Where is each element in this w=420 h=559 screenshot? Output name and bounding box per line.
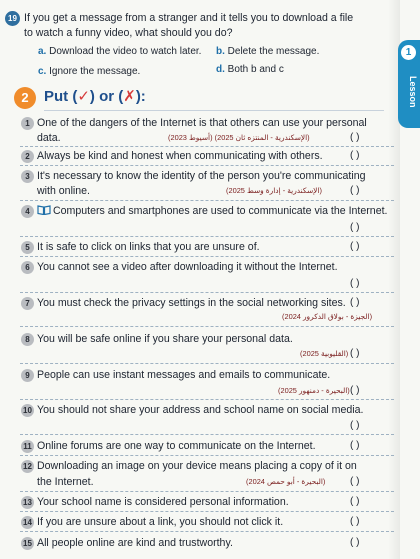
item-10-answer-blank[interactable]: ( ) <box>350 420 360 431</box>
item-1-text-line-1: One of the dangers of the Internet is that others can use your personal <box>37 117 367 129</box>
item-6-text: You cannot see a video after downloading it without the Internet. <box>37 261 338 273</box>
item-7-answer-blank[interactable]: ( ) <box>350 297 360 308</box>
option-c: c. Ignore the message. <box>38 66 141 77</box>
item-11-text: Online forums are one way to communicate on the Internet. <box>37 440 316 452</box>
item-7-number: 7 <box>21 297 34 310</box>
item-separator <box>20 491 394 492</box>
item-separator <box>20 146 394 147</box>
item-4-answer-blank[interactable]: ( ) <box>350 222 360 233</box>
item-1-source: (الإسكندرية - المنتزه ثان 2025) (أسيوط 2023) <box>168 133 310 142</box>
item-5-answer-blank[interactable]: ( ) <box>350 241 360 252</box>
item-8-text: You will be safe online if you share your personal data. <box>37 333 293 345</box>
item-12-number: 12 <box>21 460 34 473</box>
item-3-source: (الإسكندرية - إدارة وسط 2025) <box>226 186 322 195</box>
item-12-source: (البحيرة - أبو حمص 2024) <box>246 477 326 486</box>
item-separator <box>20 165 394 166</box>
lesson-label: Lesson <box>408 76 418 108</box>
option-d: d. Both b and c <box>216 64 284 75</box>
item-separator <box>20 363 394 364</box>
item-5-number: 5 <box>21 241 34 254</box>
item-13-answer-blank[interactable]: ( ) <box>350 496 360 507</box>
item-4-number: 4 <box>21 205 34 218</box>
check-mark-icon: ✓ <box>77 88 90 105</box>
question-19-line-2: to watch a funny video, what should you do? <box>24 27 233 39</box>
item-9-source: (البحيرة - دمنهور 2025) <box>278 386 350 395</box>
option-b: b. Delete the message. <box>216 46 320 57</box>
item-11-number: 11 <box>21 440 34 453</box>
item-12-text-line-1: Downloading an image on your device means placing a copy of it on <box>37 460 357 472</box>
item-5-text: It is safe to click on links that you are unsure of. <box>37 241 260 253</box>
item-15-number: 15 <box>21 537 34 550</box>
item-1-answer-blank[interactable]: ( ) <box>350 132 360 143</box>
item-8-number: 8 <box>21 333 34 346</box>
question-19-line-1: If you get a message from a stranger and it tells you to download a file <box>24 12 354 24</box>
item-separator <box>20 455 394 456</box>
item-3-text-line-2: with online. <box>37 185 90 197</box>
item-7-source: (الجيزة - بولاق الدكرور 2024) <box>282 312 373 321</box>
item-6-answer-blank[interactable]: ( ) <box>350 278 360 289</box>
section-number: 2 <box>14 87 36 109</box>
lesson-number: 1 <box>401 45 416 60</box>
item-2-answer-blank[interactable]: ( ) <box>350 150 360 161</box>
item-14-text: If you are unsure about a link, you should not click it. <box>37 516 284 528</box>
cross-mark-icon: ✗ <box>123 88 136 105</box>
item-9-number: 9 <box>21 369 34 382</box>
item-3-number: 3 <box>21 170 34 183</box>
item-separator <box>20 399 394 400</box>
item-7-text: You must check the privacy settings in the social networking sites. <box>37 297 346 309</box>
item-9-answer-blank[interactable]: ( ) <box>350 385 360 396</box>
item-14-answer-blank[interactable]: ( ) <box>350 516 360 527</box>
item-separator <box>20 531 394 532</box>
item-separator <box>20 236 394 237</box>
item-1-number: 1 <box>21 117 34 130</box>
item-10-number: 10 <box>21 404 34 417</box>
book-icon <box>37 205 51 215</box>
item-6-number: 6 <box>21 261 34 274</box>
item-2-text: Always be kind and honest when communicating with others. <box>37 150 323 162</box>
item-separator <box>20 434 394 435</box>
item-2-number: 2 <box>21 150 34 163</box>
item-13-text: Your school name is considered personal information. <box>37 496 289 508</box>
item-3-answer-blank[interactable]: ( ) <box>350 185 360 196</box>
option-a: a. Download the video to watch later. <box>38 46 202 57</box>
item-separator <box>20 256 394 257</box>
item-separator <box>20 326 394 327</box>
item-15-answer-blank[interactable]: ( ) <box>350 537 360 548</box>
item-separator <box>20 292 394 293</box>
item-3-text-line-1: It's necessary to know the identity of the person you're communicating <box>37 170 366 182</box>
item-8-source: (القليوبية 2025) <box>300 349 349 358</box>
item-11-answer-blank[interactable]: ( ) <box>350 440 360 451</box>
section-divider <box>44 110 384 111</box>
section-title: Put (✓) or (✗): <box>44 88 146 105</box>
item-1-text-line-2: data. <box>37 132 61 144</box>
item-4-text: Computers and smartphones are used to communicate via the Internet. <box>37 205 387 218</box>
item-separator <box>20 200 394 201</box>
question-19-number: 19 <box>5 11 20 26</box>
item-separator <box>20 511 394 512</box>
item-9-text: People can use instant messages and emails to communicate. <box>37 369 331 381</box>
item-14-number: 14 <box>21 516 34 529</box>
item-8-answer-blank[interactable]: ( ) <box>350 348 360 359</box>
item-10-text: You should not share your address and school name on social media. <box>37 404 364 416</box>
item-13-number: 13 <box>21 496 34 509</box>
item-12-text-line-2: the Internet. <box>37 476 94 488</box>
item-15-text: All people online are kind and trustworthy. <box>37 537 233 549</box>
item-12-answer-blank[interactable]: ( ) <box>350 476 360 487</box>
